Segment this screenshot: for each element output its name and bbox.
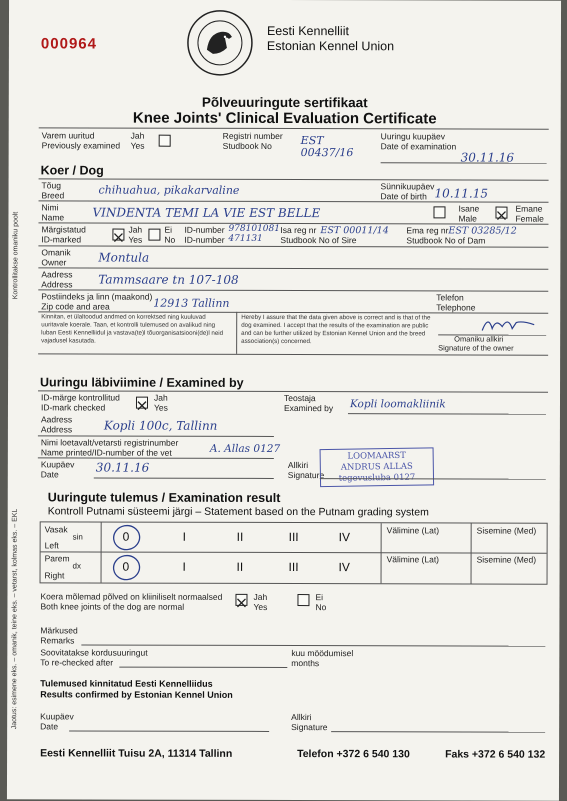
kennel-logo xyxy=(185,8,255,78)
breed-label: Tõug xyxy=(41,180,61,191)
footer-fax: Faks +372 6 540 132 xyxy=(445,748,546,761)
owner-address-label-en: Address xyxy=(41,279,73,290)
confirm-sig-label: Allkiri xyxy=(291,712,312,723)
marked-yes-label-en: Yes xyxy=(128,234,143,245)
id-checked-checkbox[interactable] xyxy=(136,397,148,409)
left-grade-2: II xyxy=(236,529,244,544)
confirm-sig-label-en: Signature xyxy=(291,722,328,733)
org-name-et: Eesti Kennelliit xyxy=(266,23,349,39)
right-med-label: Sisemine (Med) xyxy=(476,554,537,565)
left-abbr: sin xyxy=(72,532,83,542)
normal-yes-label-en: Yes xyxy=(253,601,268,612)
confirm-line-en: Results confirmed by Estonian Kennel Union xyxy=(40,689,233,700)
zip-label: Postiindeks ja linn (maakond) xyxy=(41,291,153,302)
owner-address-value: Tammsaare tn 107-108 xyxy=(98,272,239,287)
normal-no-label-en: No xyxy=(315,602,327,613)
performer-label: Teostaja xyxy=(283,393,316,404)
female-label: Emane xyxy=(515,203,543,214)
zip-label-en: Zip code and area xyxy=(41,301,110,312)
vet-name-value: A. Allas 0127 xyxy=(209,442,281,455)
male-checkbox[interactable] xyxy=(433,206,445,218)
results-subheading: Kontroll Putnami süsteemi järgi – Statement based on the Putnam grading system xyxy=(47,505,429,519)
confirm-date-label: Kuupäev xyxy=(40,711,74,722)
remarks-label-en: Remarks xyxy=(40,635,75,646)
right-label: Parem xyxy=(44,553,70,564)
reg-label: Registri number xyxy=(222,130,283,141)
confirm-line-et: Tulemused kinnitatud Eesti Kennelliidus xyxy=(40,678,213,689)
dam-value: EST 03285/12 xyxy=(448,225,517,237)
vet-name-label: Nimi loetavalt/vetarsti registrinumber xyxy=(40,437,179,448)
title-en: Knee Joints' Clinical Evaluation Certificate xyxy=(132,109,437,128)
marked-yes-label: Jah xyxy=(128,224,143,235)
left-label: Vasak xyxy=(44,524,68,535)
marked-yes-checkbox[interactable] xyxy=(112,229,124,241)
male-label: Isane xyxy=(458,203,480,214)
owner-label-en: Owner xyxy=(41,257,67,268)
marked-label-en: ID-marked xyxy=(41,234,82,245)
dog-heading: Koer / Dog xyxy=(40,163,104,178)
vet-address-label: Aadress xyxy=(40,414,73,425)
prev-yes-et: Jah xyxy=(130,130,145,141)
marked-no-label: Ei xyxy=(164,224,173,235)
left-grade-1: I xyxy=(182,529,187,544)
normal-question-et: Koera mõlemad põlved on kliiniliselt normaalsed xyxy=(40,591,223,602)
right-abbr: dx xyxy=(72,561,82,571)
normal-question-en: Both knee joints of the dog are normal xyxy=(40,601,185,612)
dam-label: Ema reg nr xyxy=(406,225,449,236)
stamp-line-2: ANDRUS ALLAS xyxy=(340,461,413,473)
left-lat-label: Välimine (Lat) xyxy=(386,525,440,536)
consent-et: Kinnitan, et ülaltoodud andmed on korrektsed ning kuuluvad uuritavale koerale. Taan, et kontrolli tulemused on avalikud ning luban Eesti Kennelliidul ja vastava(te)l tõuorganisatsiooni(de)l neid vajadusel kasutada. xyxy=(41,313,224,345)
vet-name-label-en: Name printed/ID-number of the vet xyxy=(40,447,172,458)
exam-date-label-en: Date of examination xyxy=(380,141,457,152)
results-heading: Uuringute tulemus / Examination result xyxy=(47,490,281,505)
vet-signature-label-en: Signature xyxy=(287,470,325,481)
id-value-2: 471131 xyxy=(228,233,263,244)
right-grade-0: 0 xyxy=(122,559,130,574)
normal-no-checkbox[interactable] xyxy=(297,594,309,606)
dob-label: Sünnikuupäev xyxy=(380,181,435,192)
vet-signature-label: Allkiri xyxy=(287,460,309,471)
id-value-1: 978101081 xyxy=(228,223,281,234)
right-grade-4: IV xyxy=(338,560,350,575)
footer-address: Eesti Kennelliit Tuisu 2A, 11314 Tallinn xyxy=(40,747,233,760)
dob-value: 10.11.15 xyxy=(434,186,488,201)
org-name-en: Estonian Kennel Union xyxy=(266,38,395,54)
reg-value: EST 00437/16 xyxy=(300,134,354,160)
vet-address-label-en: Address xyxy=(40,424,73,435)
id-checked-yes-en: Yes xyxy=(153,402,168,413)
breed-value: chihuahua, pikakarvaline xyxy=(98,183,240,197)
prev-yes-en: Yes xyxy=(130,140,145,151)
certificate-paper xyxy=(7,0,561,801)
dob-label-en: Date of birth xyxy=(380,191,427,202)
female-checkbox[interactable] xyxy=(495,207,507,219)
grade-circles xyxy=(111,523,145,583)
normal-yes-checkbox[interactable] xyxy=(235,594,247,606)
female-label-en: Female xyxy=(515,213,544,224)
confirm-date-label-en: Date xyxy=(40,721,59,732)
stamp-line-3: tegevusluba 0127 xyxy=(338,472,416,484)
id-checked-label: ID-märge kontrollitud xyxy=(40,392,120,403)
recheck-label: Soovitatakse kordusuuringut xyxy=(40,647,148,658)
id-checked-label-en: ID-mark checked xyxy=(40,402,106,413)
owner-label: Omanik xyxy=(41,247,71,258)
side-note-top: Kontrollitakse omaniku poolt xyxy=(12,211,20,300)
sire-value: EST 00011/14 xyxy=(320,225,389,237)
right-grade-3: III xyxy=(288,560,299,575)
right-grade-2: II xyxy=(236,559,244,574)
performer-value: Kopli loomakliinik xyxy=(349,398,446,411)
breed-label-en: Breed xyxy=(41,190,65,201)
marked-label: Märgistatud xyxy=(41,224,86,235)
months-label-en: months xyxy=(291,658,320,669)
reg-label-en: Studbook No xyxy=(222,140,272,151)
left-grade-0: 0 xyxy=(122,529,130,544)
right-grade-1: I xyxy=(182,559,186,574)
normal-no-label: Ei xyxy=(315,592,324,603)
owner-signature-label: Omaniku allkiri xyxy=(454,334,504,344)
id-label-1: ID-number xyxy=(184,224,225,235)
footer-phone: Telefon +372 6 540 130 xyxy=(297,748,410,761)
right-label-en: Right xyxy=(44,570,65,581)
exam-date-value: 30.11.16 xyxy=(460,150,515,165)
normal-yes-label: Jah xyxy=(253,591,268,602)
right-lat-label: Välimine (Lat) xyxy=(386,554,440,565)
zip-value: 12913 Tallinn xyxy=(153,296,230,310)
serial-number: 000964 xyxy=(40,35,98,53)
prev-examined-label-en: Previously examined xyxy=(41,140,121,151)
owner-value: Montula xyxy=(98,250,150,265)
exam-heading: Uuringu läbiviimine / Examined by xyxy=(40,375,244,390)
exam2-date-label-en: Date xyxy=(40,469,59,480)
dam-label-en: Studbook No of Dam xyxy=(406,235,486,246)
marked-no-checkbox[interactable] xyxy=(148,229,160,241)
marked-no-label-en: No xyxy=(164,234,176,245)
exam2-date-label: Kuupäev xyxy=(40,459,75,470)
recheck-label-en: To re-checked after xyxy=(40,657,114,668)
months-label: kuu möödumisel xyxy=(291,648,354,659)
stamp-line-1: LOOMAARST xyxy=(347,450,406,462)
sire-label: Isa reg nr xyxy=(280,224,317,236)
sire-label-en: Studbook No of Sire xyxy=(280,234,357,246)
vet-address-value: Kopli 100c, Tallinn xyxy=(103,418,218,433)
exam-date-label: Uuringu kuupäev xyxy=(380,131,445,142)
left-med-label: Sisemine (Med) xyxy=(476,525,537,536)
dog-name-value: VINDENTA TEMI LA VIE EST BELLE xyxy=(92,205,321,221)
left-grade-4: IV xyxy=(338,530,351,545)
vet-stamp xyxy=(320,447,435,487)
consent-en: Hereby I assure that the data given above is correct and is that of the dog examined. I accept that the results of the examination are public and can be further utilized by Estonian Kennel Union and the breed association(s) concerned. xyxy=(241,313,431,346)
phone-label: Telefon xyxy=(436,292,464,303)
left-grade-3: III xyxy=(288,530,299,545)
prev-examined-label: Varem uuritud xyxy=(41,130,95,141)
name-label-en: Name xyxy=(41,212,65,223)
owner-address-label: Aadress xyxy=(41,269,73,280)
name-label: Nimi xyxy=(41,202,59,213)
owner-signature-label-en: Signature of the owner xyxy=(438,343,514,353)
male-label-en: Male xyxy=(458,213,477,224)
grading-table xyxy=(40,521,548,584)
id-checked-yes: Jah xyxy=(153,392,168,403)
side-note-bottom: Jaotus: esimene eks. – omanik, teine eks. – vetarst, kolmas eks. – EKL xyxy=(11,508,19,730)
left-label-en: Left xyxy=(44,540,59,551)
title-et: Põlveuuringute sertifikaat xyxy=(201,94,368,111)
performer-label-en: Examined by xyxy=(283,403,334,414)
id-label-2: ID-number xyxy=(184,234,225,245)
phone-label-en: Telephone xyxy=(436,302,476,313)
prev-examined-checkbox[interactable] xyxy=(159,135,171,147)
remarks-label: Märkused xyxy=(40,625,78,636)
exam2-date-value: 30.11.16 xyxy=(95,460,150,475)
